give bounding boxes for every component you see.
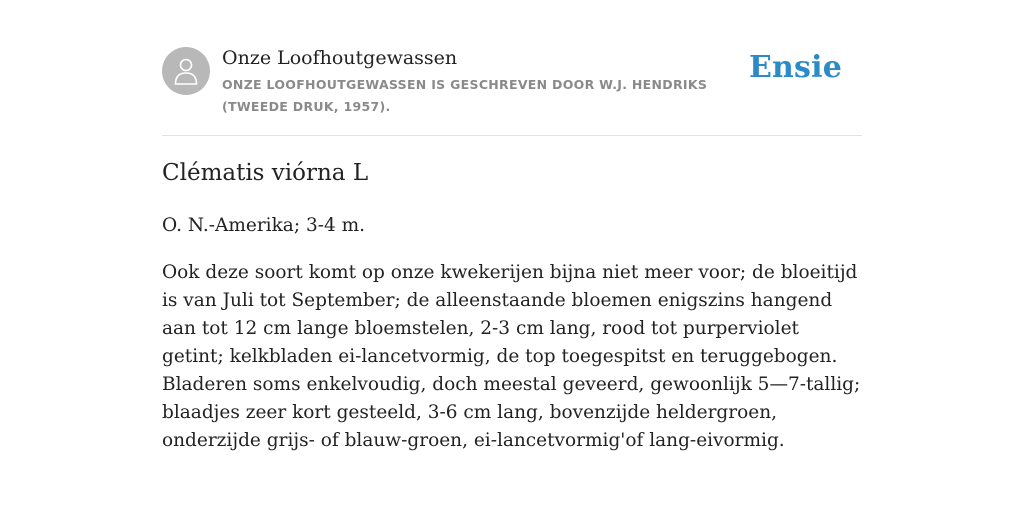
brand-logo-link[interactable]: Ensie: [748, 50, 842, 85]
header-divider: [162, 135, 862, 136]
source-header: [162, 44, 862, 124]
source-title[interactable]: Onze Loofhoutgewassen: [222, 47, 458, 69]
user-silhouette-icon: [174, 57, 198, 85]
entry-paragraph-description: Ook deze soort komt op onze kwekerijen bijna niet meer voor; de bloeitijd is van Juli tot September; de alleenstaande bloemen enigszins hangend aan tot 12 cm lange bloemstelen, 2-3 cm lang, rood tot purperviolet getint; kelkbladen ei-lancetvormig, de top toegespitst en teruggebogen. Bladeren soms enkelvoudig, doch meestal geveerd, gewoonlijk 5—7-tallig; blaadjes zeer kort gesteeld, 3-6 cm lang, bovenzijde heldergroen, onderzijde grijs- of blauw-groen, ei-lancetvormig'of lang-eivormig.: [162, 262, 861, 451]
entry-title: Clématis viórna L: [162, 160, 369, 186]
entry-paragraph-origin: O. N.-Amerika; 3-4 m.: [162, 215, 366, 236]
source-subtitle: ONZE LOOFHOUTGEWASSEN IS GESCHREVEN DOOR W.J. HENDRIKS (TWEEDE DRUK, 1957).: [222, 77, 708, 114]
avatar: [162, 47, 210, 95]
